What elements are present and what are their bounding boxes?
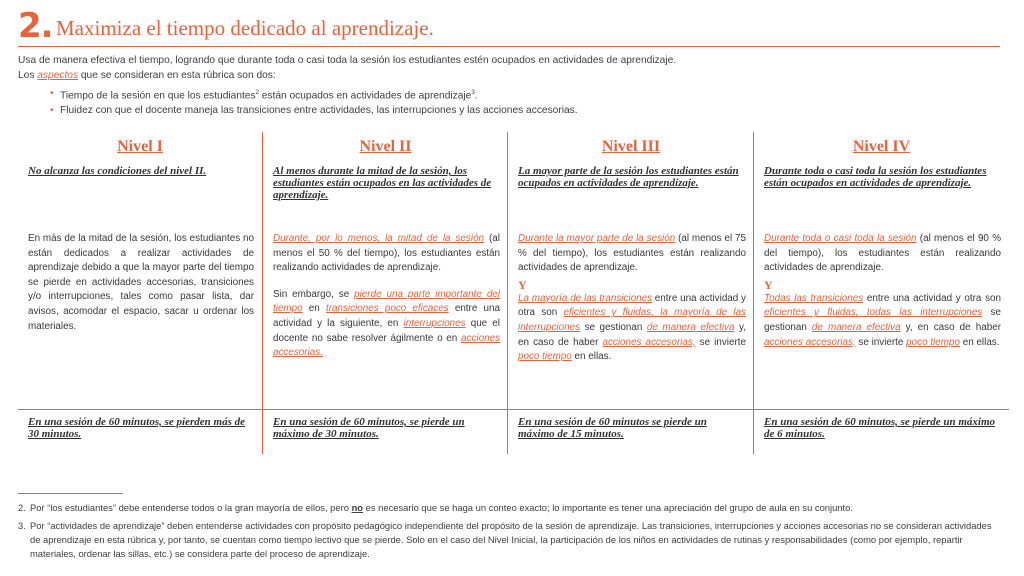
highlight: Durante, por lo menos, la mitad de la sesión bbox=[273, 233, 485, 244]
highlight: acciones accesorias, bbox=[602, 336, 696, 348]
text: y, en caso de haber bbox=[518, 321, 746, 348]
footnote-ref: 2 bbox=[255, 90, 259, 96]
aspects-list bbox=[18, 86, 1003, 118]
text: en ellas. bbox=[571, 351, 612, 363]
level-summary: No alcanza las condiciones del nivel II. bbox=[28, 165, 207, 177]
highlight: poco tiempo bbox=[518, 351, 572, 363]
highlight: transiciones poco eficaces bbox=[325, 303, 449, 315]
highlight: de manera efectiva bbox=[811, 321, 901, 333]
level-title: Nivel IV bbox=[852, 138, 911, 155]
text: (al menos el 90 % del tiempo), los estudiantes están realizando actividades de aprendizaje. bbox=[764, 233, 1001, 274]
level-description bbox=[764, 232, 1001, 362]
footer-divider bbox=[508, 409, 754, 410]
footnotes bbox=[18, 501, 1003, 565]
level-column bbox=[753, 132, 1009, 454]
aspects-term: aspectos bbox=[37, 70, 79, 81]
level-paragraph bbox=[273, 232, 500, 276]
level-footer: En una sesión de 60 minutos se pierde un máximo de 15 minutos. bbox=[518, 416, 707, 440]
level-paragraph bbox=[518, 292, 746, 365]
aspect-text: Tiempo de la sesión en que los estudiantes bbox=[60, 90, 256, 102]
level-column bbox=[18, 132, 262, 454]
conjunction-y: Y bbox=[518, 277, 527, 292]
level-footer: En una sesión de 60 minutos, se pierde un máximo de 6 minutos. bbox=[764, 416, 996, 440]
level-paragraph bbox=[518, 232, 746, 276]
highlight: Todas las transiciones bbox=[764, 292, 864, 304]
highlight: interrupciones bbox=[403, 317, 466, 329]
level-description bbox=[273, 232, 500, 373]
footnote-text: Por “los estudiantes” debe entenderse todos o la gran mayoría de ellos, pero bbox=[30, 502, 352, 513]
text: entre una actividad y otra son bbox=[863, 292, 1002, 304]
highlight: eficientes y fluidas, todas las interrupciones bbox=[764, 307, 983, 319]
level-summary: Al menos durante la mitad de la sesión, los estudiantes están ocupados en las actividades de aprendizaje. bbox=[273, 165, 492, 201]
intro-aspects-line bbox=[18, 68, 1003, 83]
highlight: eficientes y fluidas, la mayoría de las interrupciones bbox=[518, 307, 746, 333]
intro bbox=[18, 53, 1003, 118]
footer-divider bbox=[263, 409, 508, 410]
footnote bbox=[18, 501, 1003, 515]
intro-text: Los bbox=[18, 70, 38, 81]
page-title: Maximiza el tiempo dedicado al aprendizaje. bbox=[56, 16, 434, 40]
text: entre una actividad y la siguiente, en bbox=[273, 303, 500, 329]
intro-text: que se consideran en esta rúbrica son dos: bbox=[78, 70, 276, 81]
level-summary: Durante toda o casi toda la sesión los estudiantes están ocupados en actividades de aprendizaje. bbox=[764, 165, 987, 189]
highlight: acciones accesorias. bbox=[273, 332, 500, 359]
conjunction-y: Y bbox=[764, 277, 773, 292]
footnote-emphasis: no bbox=[351, 502, 364, 513]
text: y, en caso de haber bbox=[900, 321, 1001, 333]
text: se gestionan bbox=[580, 321, 647, 333]
level-paragraph bbox=[273, 288, 500, 361]
aspect-item: • Fluidez con que el docente maneja las transiciones entre actividades, las interrupciones y las acciones accesorias. bbox=[18, 103, 1003, 118]
page-header bbox=[18, 6, 1000, 47]
footnote-number: 2. bbox=[18, 502, 26, 513]
level-description bbox=[28, 232, 254, 346]
text: Sin embargo, se bbox=[273, 288, 355, 300]
text: en bbox=[302, 303, 326, 315]
footer-divider bbox=[18, 409, 262, 410]
text: que el docente no sabe resolver ágilmente o en bbox=[273, 317, 500, 344]
level-title: Nivel II bbox=[359, 138, 412, 155]
highlight: pierde una parte importante del tiempo bbox=[273, 288, 500, 315]
level-title: Nivel I bbox=[117, 138, 163, 155]
text: entre una actividad y otra son bbox=[518, 292, 746, 319]
footer-divider bbox=[754, 409, 1009, 410]
aspect-text: . bbox=[474, 90, 478, 102]
highlight: Durante toda o casi toda la sesión bbox=[764, 233, 917, 244]
intro-line: Usa de manera efectiva el tiempo, logrando que durante toda o casi toda la sesión los estudiantes estén ocupados en actividades de aprendizaje. bbox=[18, 55, 677, 66]
footnote-ref: 3 bbox=[471, 90, 475, 96]
text: (al menos el 75 % del tiempo), los estudiantes están realizando actividades de aprendizaje. bbox=[518, 233, 746, 274]
level-description bbox=[518, 232, 746, 377]
level-summary: La mayor parte de la sesión los estudiantes están ocupados en actividades de aprendizaje. bbox=[518, 165, 739, 189]
text: (al menos el 50 % del tiempo), los estudiantes están realizando actividades de aprendizaje. bbox=[273, 233, 500, 274]
text: se invierte bbox=[855, 336, 907, 348]
highlight: La mayoría de las transiciones bbox=[518, 292, 653, 304]
highlight: acciones accesorias, bbox=[764, 336, 856, 348]
aspect-item bbox=[18, 86, 1003, 103]
text: se invierte bbox=[695, 336, 746, 348]
level-column bbox=[507, 132, 754, 454]
text: en ellas. bbox=[959, 336, 1000, 348]
footnote-divider bbox=[18, 493, 123, 494]
level-footer: En una sesión de 60 minutos, se pierde un máximo de 30 minutos. bbox=[273, 416, 465, 440]
levels-table bbox=[18, 132, 1008, 454]
level-column bbox=[262, 132, 508, 454]
footnote-text: Por “actividades de aprendizaje” deben entenderse actividades con propósito pedagógico independiente del propósito de la sesión de aprendizaje. Las transiciones, interrupciones y acciones accesorias no se consideran actividades de aprendizaje en esta rúbrica y, por tanto, se cuentan como tiempo lectivo que se pierde. Solo en el caso del Nivel Inicial, la participación de los niños en actividades de rutinas y responsabilidades (como por ejemplo, repartir materiales, ordenar las sillas, etc.) se considera parte del proceso de aprendizaje. bbox=[30, 520, 992, 559]
level-footer: En una sesión de 60 minutos, se pierden más de 30 minutos. bbox=[28, 416, 245, 440]
highlight: Durante la mayor parte de la sesión bbox=[518, 233, 676, 244]
text: se gestionan bbox=[764, 307, 1001, 333]
level-paragraph bbox=[764, 292, 1001, 350]
level-title: Nivel III bbox=[601, 138, 661, 155]
section-number: 2. bbox=[18, 6, 53, 46]
aspect-text: están ocupados en actividades de aprendizaje bbox=[258, 90, 472, 102]
level-paragraph: En más de la mitad de la sesión, los estudiantes no están dedicados a realizar actividades de aprendizaje debido a que la mayor parte del tiempo se pierde en actividades accesorias, transiciones y/o interrupciones, tales como pasar lista, dar avisos, acomodar el espacio, sacar u ordenar los materiales. bbox=[28, 233, 254, 332]
highlight: poco tiempo bbox=[906, 336, 960, 348]
highlight: de manera efectiva bbox=[646, 321, 735, 333]
footnote-text: es necesario que se haga un conteo exacto; lo importante es tener una apreciación del grupo de aula en su conjunto. bbox=[363, 502, 853, 513]
footnote-number: 3. bbox=[18, 520, 26, 531]
footnote bbox=[18, 519, 1003, 561]
level-paragraph bbox=[764, 232, 1001, 276]
